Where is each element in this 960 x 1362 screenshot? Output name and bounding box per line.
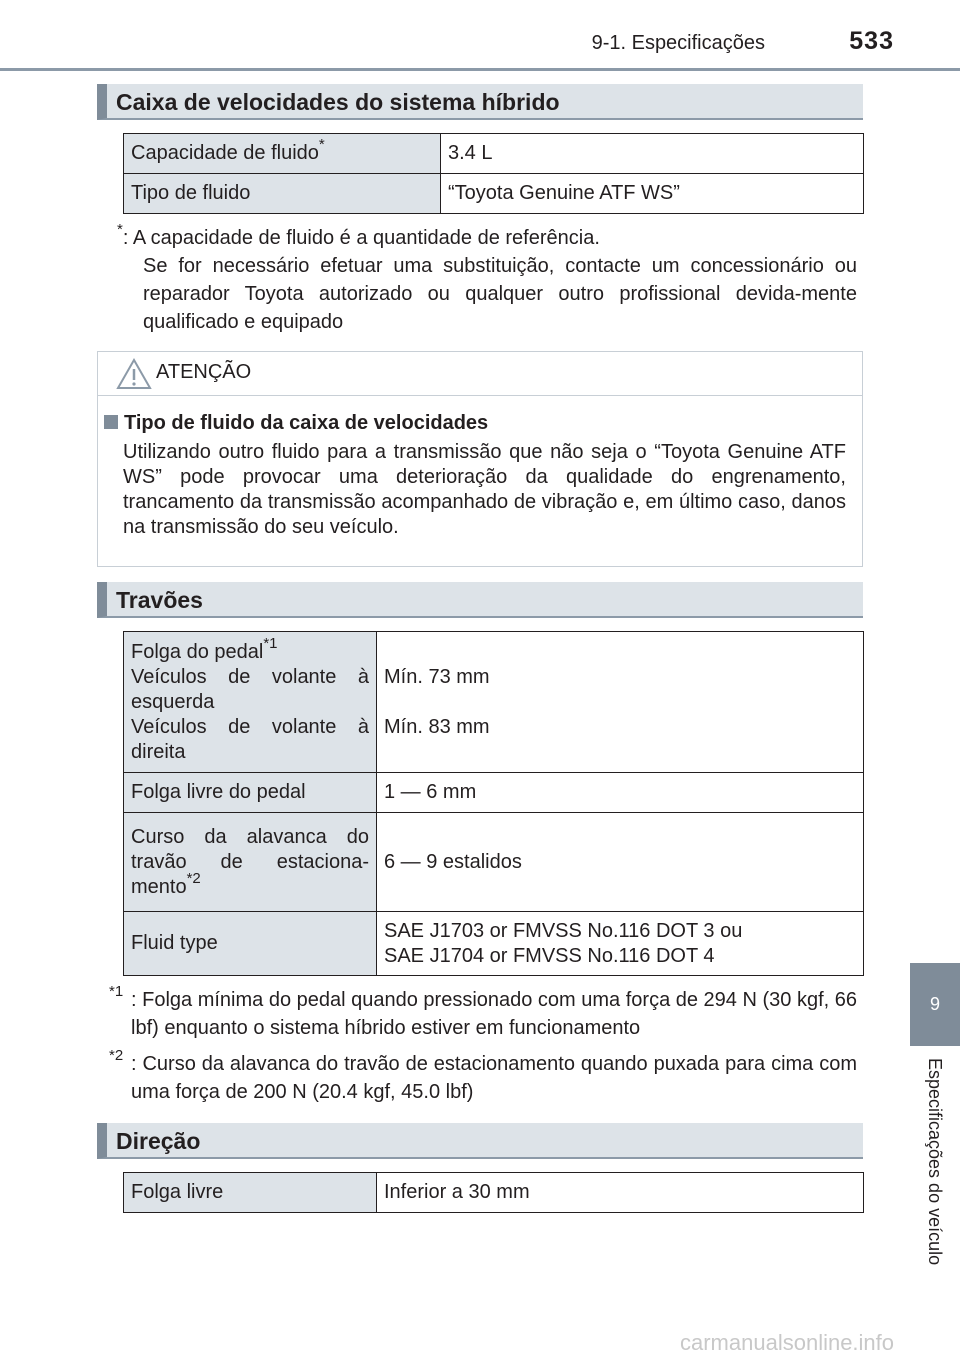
table-cell-label: Folga livre do pedal: [124, 773, 377, 813]
section-title-brakes: Travões: [116, 587, 203, 613]
table-cell-value: SAE J1703 or FMVSS No.116 DOT 3 ou SAE J1704 or FMVSS No.116 DOT 4: [377, 912, 864, 976]
steering-table: [123, 1172, 864, 1213]
table-cell-label: Curso da alavanca do travão de estaciona- mento$^{*2}$: [124, 813, 377, 912]
footnote-mark: *1: [263, 634, 278, 652]
brakes-table: [123, 631, 864, 976]
warning-text: Utilizando outro fluido para a transmissão que não seja o “Toyota Genuine ATF WS” pode provocar uma deterioração da qualidade do engrenamento, trancamento da transmissão acompanhado de vibração e, em último caso, danos na transmissão do seu veículo.: [123, 441, 846, 538]
table-cell-label: Tipo de fluido: [124, 174, 441, 214]
footnote-text: : Folga mínima do pedal quando pressionado com uma força de 294 N (30 kgf, 66 lbf) enquanto o sistema híbrido estiver em funcionamento: [131, 989, 857, 1039]
transmission-footnote: *: A capacidade de fluido é a quantidade de referência. Se for necessário efetuar uma substituição, contacte um concessionário ou reparador Toyota autorizado ou qualquer outro profissional devida-mente qualificado e equipado: [117, 224, 857, 336]
warning-item-title: Tipo de fluido da caixa de velocidades: [104, 412, 488, 435]
table-row: [124, 174, 864, 214]
footnote-mark: *: [117, 221, 123, 239]
warning-header: [98, 352, 862, 396]
square-bullet-icon: [104, 415, 118, 429]
footnote-mark: *2: [109, 1047, 124, 1065]
chapter-tab-number[interactable]: 9: [910, 963, 960, 1046]
table-cell-label: Folga livre: [124, 1173, 377, 1213]
warning-box: [97, 351, 863, 567]
table-cell-value: Mín. 73 mm Mín. 83 mm: [377, 632, 864, 773]
table-cell-value: Inferior a 30 mm: [377, 1173, 864, 1213]
table-cell-label: Folga do pedal$^{*1}$ Veículos de volante à esquerda Veículos de volante à direita: [124, 632, 377, 773]
table-row: [124, 1173, 864, 1213]
table-row: [124, 912, 864, 976]
table-cell-value: 1 — 6 mm: [377, 773, 864, 813]
footnote-text: Se for necessário efetuar uma substituição, contacte um concessionário ou reparador Toyota autorizado ou qualquer outro profissional devida-mente qualificado e equipado: [143, 255, 857, 333]
page-number: 533: [849, 27, 894, 55]
table-cell-label: Fluid type: [124, 912, 377, 976]
table-row: [124, 134, 864, 174]
table-row: [124, 773, 864, 813]
section-title-transmission: Caixa de velocidades do sistema híbrido: [116, 89, 560, 115]
chapter-tab-label-text: Especificações do veículo: [925, 1058, 945, 1266]
table-cell-value: 6 — 9 estalidos: [377, 813, 864, 912]
section-heading-brakes: [97, 582, 863, 618]
footnote-text: : Curso da alavanca do travão de estacionamento quando puxada para cima com uma força de 200 N (20.4 kgf, 45.0 lbf): [131, 1053, 857, 1103]
brakes-footnote-2: [109, 1047, 857, 1106]
table-row: [124, 632, 864, 773]
warning-title: ATENÇÃO: [156, 361, 252, 383]
page-header: [0, 0, 960, 71]
header-section-title: 9-1. Especificações: [591, 32, 765, 54]
transmission-table: [123, 133, 864, 214]
section-heading-steering: [97, 1123, 863, 1159]
brakes-footnote-1: [109, 983, 857, 1042]
table-row: [124, 813, 864, 912]
footnote-mark: *2: [186, 869, 201, 887]
table-cell-value: “Toyota Genuine ATF WS”: [441, 174, 864, 214]
table-cell-label: Capacidade de fluido*: [124, 134, 441, 174]
table-cell-value: 3.4 L: [441, 134, 864, 174]
watermark: carmanualsonline.info: [680, 1330, 895, 1355]
section-title-steering: Direção: [116, 1128, 201, 1154]
section-heading-transmission: [97, 84, 863, 120]
footnote-mark: *: [318, 136, 325, 154]
chapter-tab-label: [910, 1046, 960, 1362]
footnote-mark: *1: [109, 983, 124, 1001]
warning-triangle-icon: [116, 358, 152, 390]
